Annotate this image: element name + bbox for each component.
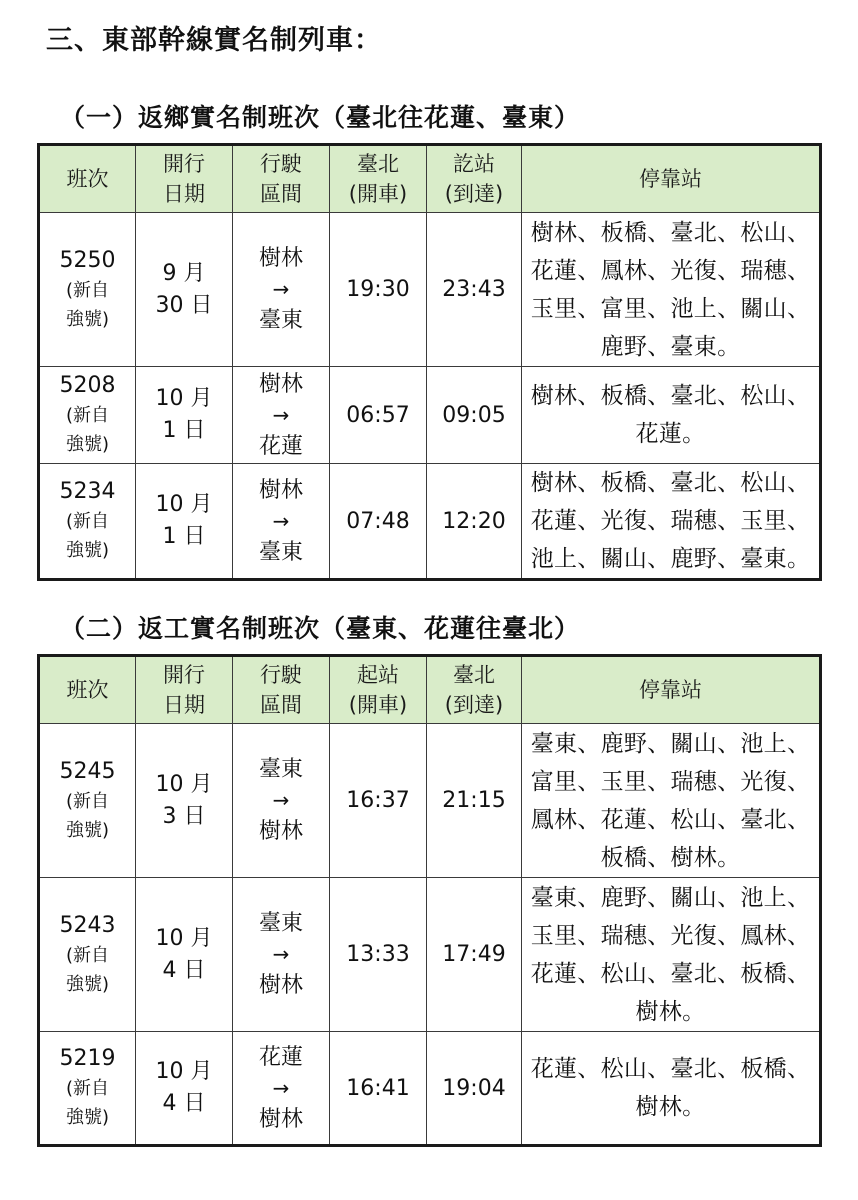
header-run-date (136, 145, 233, 213)
train-type: (新自 (65, 790, 110, 812)
header-text: 日期 (163, 693, 205, 717)
route-arrow-icon: → (272, 402, 290, 427)
date-cell (136, 1032, 233, 1146)
route-origin: 樹林 (258, 246, 303, 271)
train-type: (新自 (65, 1078, 110, 1099)
route-cell (233, 464, 330, 580)
train-type: 強號) (65, 540, 110, 561)
train-number: 5208 (59, 373, 116, 398)
date-cell (136, 464, 233, 580)
section-title-return-home: （一）返鄉實名制班次（臺北往花蓮、臺東） (60, 103, 581, 132)
stops-list: 樹林、板橋、臺北、松山、花蓮。 (522, 367, 821, 464)
stops-list: 花蓮、松山、臺北、板橋、樹林。 (522, 1032, 821, 1146)
train-cell (39, 464, 136, 580)
route-origin: 花蓮 (258, 1044, 303, 1070)
schedule-table-return-work (37, 654, 822, 1147)
train-type: (新自 (65, 944, 110, 966)
date-text: 10 月 (155, 492, 213, 517)
header-text: 開行 (163, 152, 205, 176)
date-text: 1 日 (162, 524, 206, 549)
train-type: 強號) (65, 819, 110, 841)
stops-list: 樹林、板橋、臺北、松山、花蓮、鳳林、光復、瑞穗、玉里、富里、池上、關山、鹿野、臺東。 (522, 213, 821, 367)
header-text: 臺北 (357, 152, 399, 176)
route-arrow-icon: → (272, 508, 290, 533)
date-text: 10 月 (155, 925, 213, 951)
departure-time: 16:41 (330, 1032, 427, 1146)
train-number: 5234 (59, 479, 116, 504)
date-text: 10 月 (155, 1059, 213, 1084)
route-destination: 樹林 (258, 973, 303, 998)
train-type: 強號) (65, 434, 110, 455)
route-arrow-icon: → (272, 788, 290, 812)
stops-list: 臺東、鹿野、關山、池上、玉里、瑞穗、光復、鳳林、花蓮、松山、臺北、板橋、樹林。 (522, 878, 821, 1032)
route-origin: 樹林 (258, 477, 303, 503)
train-type: 強號) (65, 308, 110, 330)
table-row (39, 367, 821, 464)
train-cell (39, 1032, 136, 1146)
departure-time: 19:30 (330, 213, 427, 367)
header-text: 區間 (260, 182, 302, 206)
header-arrival (427, 656, 522, 724)
header-departure (330, 656, 427, 724)
schedule-table-return-home (37, 143, 822, 581)
route-cell (233, 1032, 330, 1146)
route-destination: 樹林 (258, 1106, 303, 1132)
arrival-time: 12:20 (427, 464, 522, 580)
section-title-return-work: （二）返工實名制班次（臺東、花蓮往臺北） (60, 614, 581, 643)
header-stops (522, 656, 821, 724)
route-origin: 臺東 (258, 757, 303, 782)
route-arrow-icon: → (272, 1075, 290, 1100)
date-text: 30 日 (155, 292, 213, 318)
table-row (39, 724, 821, 878)
header-text: 臺北 (453, 663, 495, 687)
table-row (39, 213, 821, 367)
arrival-time: 19:04 (427, 1032, 522, 1146)
route-arrow-icon: → (272, 942, 290, 966)
header-text: (開車) (348, 182, 408, 206)
arrival-time: 09:05 (427, 367, 522, 464)
stops-list: 樹林、板橋、臺北、松山、花蓮、光復、瑞穗、玉里、池上、關山、鹿野、臺東。 (522, 464, 821, 580)
table-header-row (39, 145, 821, 213)
route-cell (233, 724, 330, 878)
table-header-row (39, 656, 821, 724)
header-text: 停靠站 (639, 678, 702, 702)
train-number: 5243 (59, 912, 116, 938)
train-type: 強號) (65, 1107, 110, 1128)
train-cell (39, 367, 136, 464)
header-text: 起站 (357, 663, 399, 687)
header-route (233, 145, 330, 213)
train-type: (新自 (65, 511, 110, 532)
date-text: 10 月 (155, 771, 213, 797)
date-text: 4 日 (162, 957, 206, 983)
train-number: 5245 (59, 758, 116, 784)
arrival-time: 21:15 (427, 724, 522, 878)
header-departure (330, 145, 427, 213)
route-destination: 花蓮 (258, 433, 303, 459)
header-train-no (39, 145, 136, 213)
table-row (39, 464, 821, 580)
route-destination: 臺東 (258, 308, 303, 333)
train-number: 5219 (59, 1046, 116, 1071)
header-text: (開車) (348, 693, 408, 717)
table-row (39, 878, 821, 1032)
route-destination: 臺東 (258, 539, 303, 565)
route-arrow-icon: → (272, 277, 290, 301)
header-text: 班次 (66, 167, 109, 191)
route-origin: 臺東 (258, 911, 303, 936)
route-cell (233, 367, 330, 464)
departure-time: 07:48 (330, 464, 427, 580)
header-text: (到達) (444, 693, 504, 717)
date-text: 3 日 (162, 803, 206, 829)
date-cell (136, 213, 233, 367)
header-text: 行駛 (260, 663, 302, 687)
date-cell (136, 367, 233, 464)
table-row (39, 1032, 821, 1146)
train-type: (新自 (65, 405, 110, 426)
train-type: (新自 (65, 279, 110, 301)
header-text: 行駛 (260, 152, 302, 176)
header-text: 訖站 (453, 152, 495, 176)
departure-time: 06:57 (330, 367, 427, 464)
train-cell (39, 878, 136, 1032)
header-arrival (427, 145, 522, 213)
train-type: 強號) (65, 973, 110, 995)
date-text: 1 日 (162, 418, 206, 443)
date-text: 9 月 (162, 260, 206, 286)
train-number: 5250 (59, 247, 116, 273)
arrival-time: 23:43 (427, 213, 522, 367)
date-text: 4 日 (162, 1091, 206, 1116)
date-text: 10 月 (155, 386, 213, 411)
date-cell (136, 724, 233, 878)
departure-time: 13:33 (330, 878, 427, 1032)
route-destination: 樹林 (258, 819, 303, 844)
header-text: 日期 (163, 182, 205, 206)
header-stops (522, 145, 821, 213)
arrival-time: 17:49 (427, 878, 522, 1032)
train-cell (39, 213, 136, 367)
train-cell (39, 724, 136, 878)
header-text: 班次 (66, 678, 109, 702)
header-run-date (136, 656, 233, 724)
route-origin: 樹林 (258, 371, 303, 397)
page-title: 三、東部幹線實名制列車： (46, 25, 382, 56)
route-cell (233, 878, 330, 1032)
date-cell (136, 878, 233, 1032)
header-route (233, 656, 330, 724)
header-train-no (39, 656, 136, 724)
header-text: 區間 (260, 693, 302, 717)
route-cell (233, 213, 330, 367)
departure-time: 16:37 (330, 724, 427, 878)
stops-list: 臺東、鹿野、關山、池上、富里、玉里、瑞穗、光復、鳳林、花蓮、松山、臺北、板橋、樹林。 (522, 724, 821, 878)
header-text: (到達) (444, 182, 504, 206)
header-text: 開行 (163, 663, 205, 687)
header-text: 停靠站 (639, 167, 702, 191)
